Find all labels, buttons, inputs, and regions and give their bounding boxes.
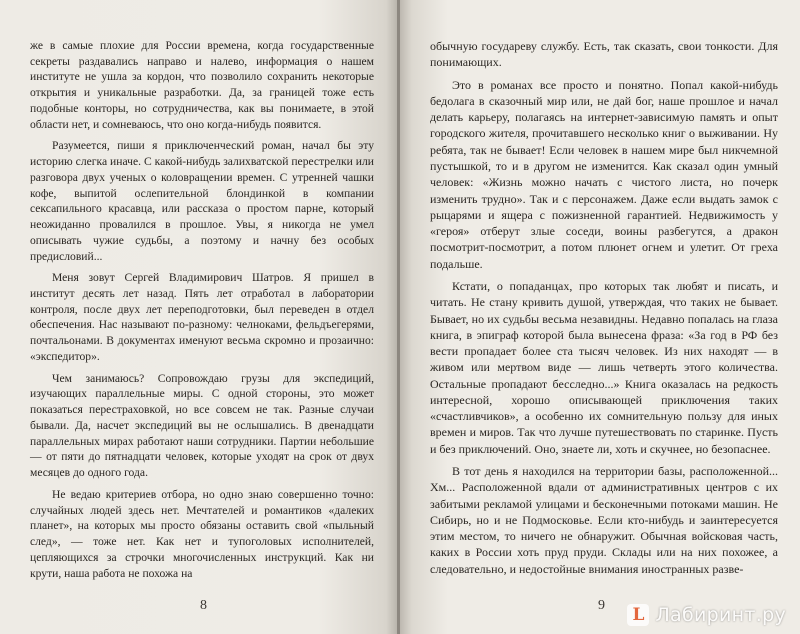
paragraph: же в самые плохие для России времена, когда государственные секреты раздавались направо и налево, информация о нашем институте не ушла за кордон, что позволило сохранить некоторые открытия и уникальные разработки. Да, за границей тоже есть подобные конторы, но сотрудничества, как вы понимаете, в этой области нет, и сомневаюсь, что оно когда-нибудь появится. <box>30 39 374 131</box>
right-page-text <box>430 38 778 577</box>
left-page <box>0 0 398 634</box>
page-number-left: 8 <box>200 598 207 613</box>
paragraph: Меня зовут Сергей Владимирович Шатров. Я пришел в институт десять лет назад. Пять лет отработал в лаборатории контроля, после двух лет переподготовки, был переведен в отдел обеспечения. Нас называют по-разному: челноками, фельдъегерями, почтальонами. В документах именуют весьма скромно и прозаично: «экспедитор». <box>30 271 374 363</box>
paragraph: В тот день я находился на территории базы, расположенной... Хм... Расположенной вдали от административных центров с их забитыми рекламой улицами и бесконечными потоками машин. Не Сибирь, но и не Подмосковье. Если кто-нибудь и заинтересуется этим местом, то ничего не обнаружит. Обычная войсковая часть, каких в России хоть пруд пруди. Склады или на них похожее, а следовательно, и недостойные внимания иностранных разве- <box>430 464 778 576</box>
page-number-right: 9 <box>598 598 605 613</box>
paragraph: Не ведаю критериев отбора, но одно знаю совершенно точно: случайных людей здесь нет. Мечтателей и романтиков «далеких планет», на которых мы просто обязаны оставить свой «пыльный след», — тоже нет. Как нет и тупоголовых исполнителей, цепляющихся за строчки многочисленных инструкций. Как ни крути, наша работа не похожа на <box>30 487 374 580</box>
paragraph: Чем занимаюсь? Сопровождаю грузы для экспедиций, изучающих параллельные миры. С одной стороны, это может показаться перестраховкой, но все совсем не так. Разные случаи бывали. Да, насчет экспедиций вы не ослышались. В двенадцати параллельных мирах работают наши сотрудники. Партии небольшие — от пяти до пятнадцати человек, которые уходят на срок от двух месяцев до одного года. <box>30 371 374 480</box>
left-page-text <box>30 38 374 581</box>
watermark-text: Лабиринт.ру <box>655 604 786 626</box>
paragraph: Это в романах все просто и понятно. Попал какой-нибудь бедолага в сказочный мир или, не дай бог, наше прошлое и начал делать карьеру, полагаясь на интернет-зависимую память и опыт городского жителя, прочитавшего несколько книг о выживании. Ну ребята, так не бывает! Если человек в нашем мире был никчемной пустышкой, то и в другом не изменится. Как сказал один умный человек: «Жизнь можно начать с чистого листа, но почерк изменить трудно». Так и с персонажем. Даже если выдать замок с рыцарями и ящера с пожизненной гарантией. Недвижимость у «героя» отберут злые соседи, воины разбегутся, а дракон посмотрит-посмотрит, а потом плюнет огнем и улетит. От греха подальше. <box>430 77 778 271</box>
watermark <box>627 604 786 626</box>
paragraph: обычную государеву службу. Есть, так сказать, свои тонкости. Для понимающих. <box>430 39 778 70</box>
labirint-logo-icon: L <box>627 604 649 626</box>
right-page <box>400 0 800 634</box>
paragraph: Кстати, о попаданцах, про которых так любят и писать, и читать. Не стану кривить душой, утверждая, что таких не бывает. Бывает, но их судьбы весьма незавидны. Недавно попалась на глаза книга, в эпиграф которой была вынесена фраза: «За год в РФ без вести пропадает более ста тысяч человек. Из них находят — в живом или мертвом виде — лишь четверть этого количества. Остальные пропадают бесследно...» Книга оказалась на редкость интересной, хорошо описывающей приключения таких «счастливчиков», а особенно их сомнительную пользу для иных времен и миров. Так что лучше путешествовать по старинке. Пусть и без приключений. Оно, знаете ли, хоть и скучнее, но безопаснее. <box>430 278 778 456</box>
paragraph: Разумеется, пиши я приключенческий роман, начал бы эту историю слегка иначе. С какой-нибудь залихватской перестрелки или разговора двух ученых о коловращении времен. С утренней чашки кофе, выпитой ослепительной блондинкой в компании сексапильного красавца, или рассказа о простом парне, который неожиданно провалился в прошлое. Увы, я никогда не умел описывать чужие судьбы, а поэтому и начну без особых предисловий... <box>30 139 374 263</box>
